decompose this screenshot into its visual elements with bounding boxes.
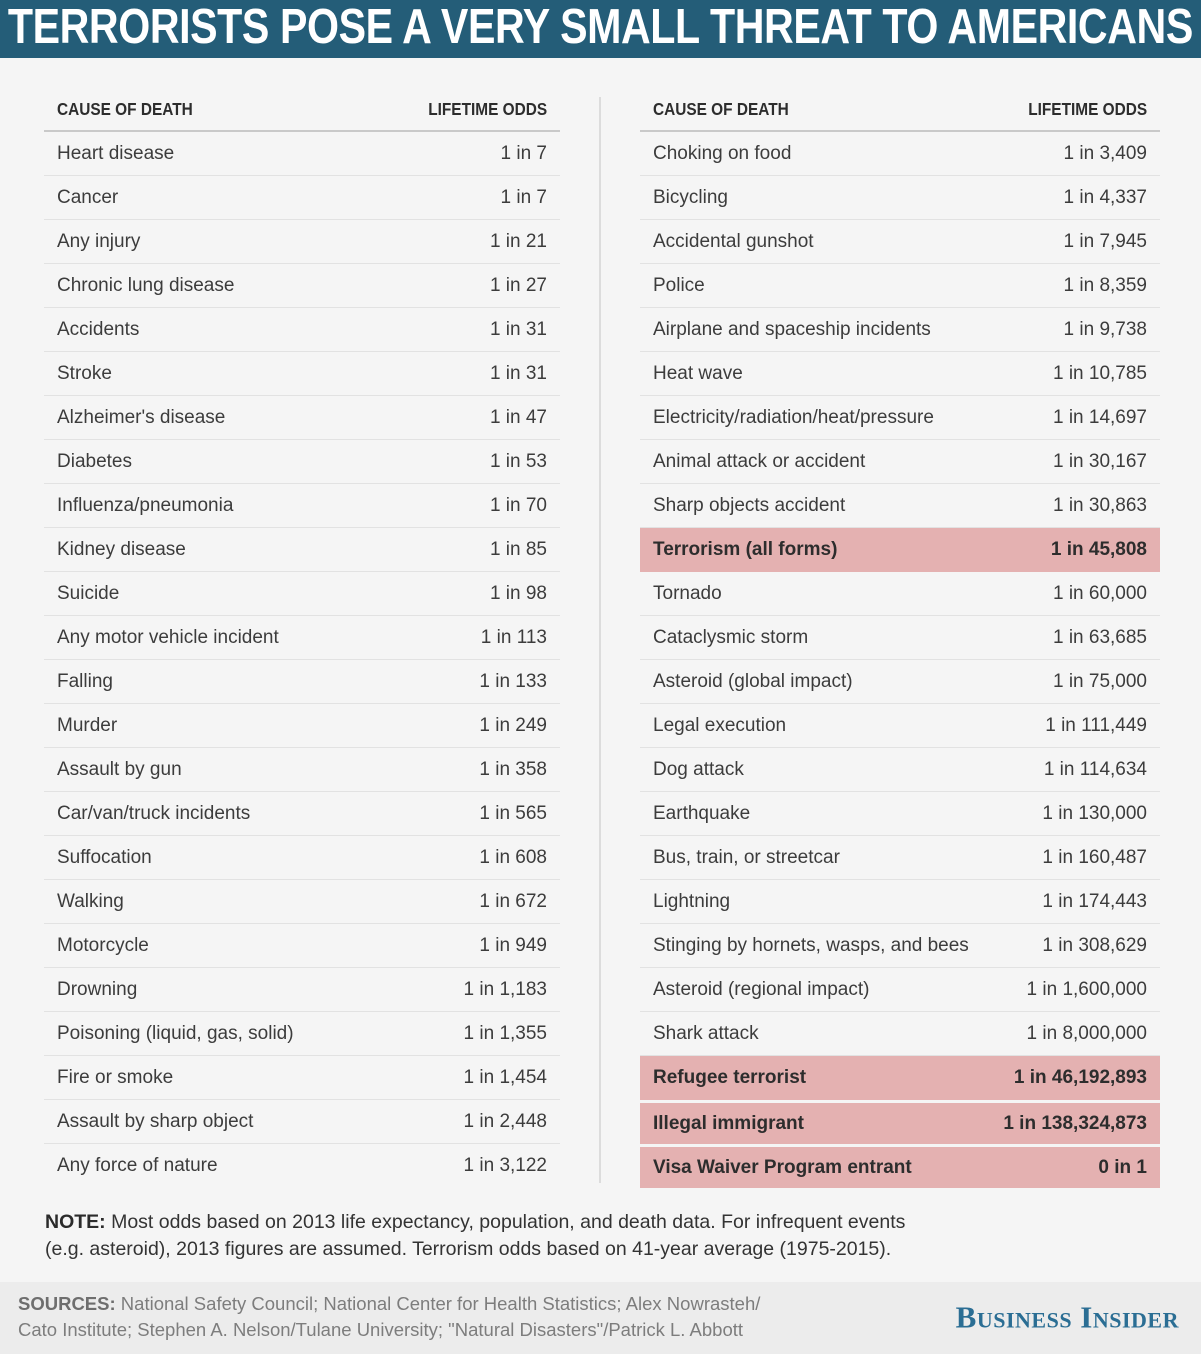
odds-cell: 1 in 608: [479, 846, 547, 868]
right-table-rows: [640, 132, 1160, 1188]
odds-cell: 1 in 565: [479, 802, 547, 824]
column-header-odds: LIFETIME ODDS: [428, 99, 547, 119]
odds-cell: 1 in 98: [489, 582, 547, 604]
table-row: [44, 396, 560, 440]
cause-cell: Cancer: [57, 186, 119, 208]
odds-cell: 1 in 308,629: [1042, 934, 1147, 956]
table-row: [44, 220, 560, 264]
table-row: [44, 176, 560, 220]
cause-cell: Alzheimer's disease: [57, 406, 226, 428]
cause-cell: Bicycling: [653, 186, 728, 208]
cause-cell: Stinging by hornets, wasps, and bees: [653, 934, 969, 956]
odds-cell: 1 in 3,122: [463, 1155, 547, 1176]
table-row: [44, 1144, 560, 1188]
table-row: [44, 660, 560, 704]
cause-cell: Police: [653, 274, 705, 296]
table-row: [44, 880, 560, 924]
table-row: [640, 132, 1160, 176]
odds-cell: 1 in 45,808: [1050, 539, 1147, 560]
table-row: [640, 220, 1160, 264]
cause-cell: Kidney disease: [57, 538, 186, 560]
left-table-rows: [44, 132, 560, 1188]
table-row: [44, 616, 560, 660]
cause-cell: Illegal immigrant: [653, 1112, 804, 1134]
table-row: [44, 968, 560, 1012]
cause-cell: Murder: [57, 714, 118, 736]
cause-cell: Accidental gunshot: [653, 230, 814, 252]
odds-cell: 1 in 358: [479, 758, 547, 780]
odds-cell: 1 in 3,409: [1063, 142, 1147, 164]
odds-cell: 1 in 85: [489, 538, 547, 560]
table-row: [640, 748, 1160, 792]
table-row: [640, 880, 1160, 924]
cause-cell: Asteroid (regional impact): [653, 978, 870, 1000]
table-row: [640, 968, 1160, 1012]
cause-cell: Influenza/pneumonia: [57, 494, 234, 516]
odds-cell: 1 in 672: [479, 890, 547, 912]
table-row-highlighted: [640, 1100, 1160, 1144]
table-row: [44, 572, 560, 616]
odds-cell: 1 in 1,454: [463, 1066, 547, 1088]
cause-cell: Sharp objects accident: [653, 494, 846, 516]
cause-cell: Suicide: [57, 582, 120, 604]
table-row: [640, 1012, 1160, 1056]
right-odds-table: [640, 97, 1160, 1188]
note: [45, 1209, 945, 1263]
table-row: [640, 704, 1160, 748]
odds-cell: 1 in 30,167: [1052, 450, 1147, 472]
table-divider: [599, 97, 601, 1183]
odds-cell: 1 in 8,000,000: [1026, 1022, 1147, 1044]
footer-bar: [0, 1282, 1201, 1354]
cause-cell: Walking: [57, 890, 124, 912]
odds-cell: 1 in 249: [479, 714, 547, 736]
cause-cell: Any motor vehicle incident: [57, 626, 279, 648]
sources: [18, 1291, 760, 1343]
table-row-highlighted: [640, 528, 1160, 572]
odds-cell: 1 in 1,183: [463, 978, 547, 1000]
odds-cell: 1 in 75,000: [1052, 670, 1147, 692]
odds-cell: 1 in 8,359: [1063, 274, 1147, 296]
odds-cell: 1 in 9,738: [1063, 318, 1147, 340]
cause-cell: Lightning: [653, 890, 731, 912]
cause-cell: Asteroid (global impact): [653, 670, 853, 692]
table-row: [640, 660, 1160, 704]
table-row: [44, 836, 560, 880]
odds-cell: 1 in 21: [489, 230, 547, 252]
cause-cell: Assault by gun: [57, 758, 182, 780]
table-row: [640, 792, 1160, 836]
column-header-cause: CAUSE OF DEATH: [57, 99, 193, 119]
table-row: [44, 484, 560, 528]
table-row: [640, 836, 1160, 880]
table-row: [44, 440, 560, 484]
brand-logo: Business Insider: [955, 1299, 1179, 1335]
odds-cell: 1 in 14,697: [1052, 406, 1147, 428]
odds-cell: 1 in 10,785: [1052, 362, 1147, 384]
cause-cell: Poisoning (liquid, gas, solid): [57, 1022, 294, 1044]
odds-cell: 1 in 27: [489, 274, 547, 296]
odds-cell: 1 in 130,000: [1042, 802, 1147, 824]
cause-cell: Motorcycle: [57, 934, 149, 956]
note-line-2: (e.g. asteroid), 2013 figures are assumed. Terrorism odds based on 41-year average (1975-2015).: [45, 1238, 892, 1260]
cause-cell: Earthquake: [653, 802, 751, 824]
cause-cell: Any force of nature: [57, 1155, 218, 1176]
odds-cell: 1 in 30,863: [1052, 494, 1147, 516]
note-line-1: [45, 1209, 945, 1236]
note-text-1: Most odds based on 2013 life expectancy, population, and death data. For infrequent events: [111, 1211, 906, 1233]
odds-cell: 1 in 138,324,873: [1003, 1112, 1147, 1134]
table-row: [44, 704, 560, 748]
sources-line-1: [18, 1291, 760, 1317]
sources-label: SOURCES:: [18, 1293, 116, 1314]
right-table-header: [640, 97, 1160, 132]
odds-cell: 1 in 60,000: [1052, 582, 1147, 604]
table-row: [640, 352, 1160, 396]
odds-cell: 1 in 7,945: [1063, 230, 1147, 252]
cause-cell: Heart disease: [57, 142, 175, 164]
sources-text-1: National Safety Council; National Center for Health Statistics; Alex Nowrasteh/: [120, 1293, 761, 1314]
cause-cell: Diabetes: [57, 450, 132, 472]
column-header-odds: LIFETIME ODDS: [1028, 99, 1147, 119]
table-row-highlighted: [640, 1056, 1160, 1100]
odds-cell: 1 in 63,685: [1052, 626, 1147, 648]
cause-cell: Animal attack or accident: [653, 450, 866, 472]
odds-cell: 1 in 174,443: [1042, 890, 1147, 912]
note-label: NOTE:: [45, 1211, 106, 1233]
odds-cell: 1 in 46,192,893: [1013, 1067, 1147, 1088]
table-row: [640, 484, 1160, 528]
table-row: [44, 792, 560, 836]
cause-cell: Refugee terrorist: [653, 1067, 807, 1088]
cause-cell: Chronic lung disease: [57, 274, 235, 296]
table-row: [640, 572, 1160, 616]
table-row: [640, 264, 1160, 308]
cause-cell: Heat wave: [653, 362, 743, 384]
odds-cell: 1 in 1,355: [463, 1022, 547, 1044]
table-row: [44, 308, 560, 352]
table-row: [640, 396, 1160, 440]
odds-cell: 0 in 1: [1098, 1156, 1147, 1178]
cause-cell: Legal execution: [653, 714, 787, 736]
odds-cell: 1 in 31: [489, 318, 547, 340]
left-table-header: [44, 97, 560, 132]
table-row: [44, 748, 560, 792]
cause-cell: Stroke: [57, 362, 112, 384]
cause-cell: Drowning: [57, 978, 138, 1000]
table-row: [44, 1012, 560, 1056]
odds-cell: 1 in 31: [489, 362, 547, 384]
cause-cell: Assault by sharp object: [57, 1110, 254, 1132]
cause-cell: Cataclysmic storm: [653, 626, 809, 648]
cause-cell: Terrorism (all forms): [653, 539, 838, 560]
table-row: [640, 308, 1160, 352]
odds-cell: 1 in 7: [500, 186, 547, 208]
odds-cell: 1 in 160,487: [1042, 846, 1147, 868]
table-row: [640, 176, 1160, 220]
cause-cell: Falling: [57, 670, 113, 692]
odds-cell: 1 in 47: [489, 406, 547, 428]
table-row: [44, 352, 560, 396]
odds-cell: 1 in 111,449: [1045, 714, 1147, 736]
odds-cell: 1 in 114,634: [1043, 758, 1147, 780]
page-title: TERRORISTS POSE A VERY SMALL THREAT TO AMERICANS: [7, 0, 1194, 54]
cause-cell: Suffocation: [57, 846, 152, 868]
cause-cell: Fire or smoke: [57, 1066, 174, 1088]
cause-cell: Bus, train, or streetcar: [653, 846, 840, 868]
cause-cell: Airplane and spaceship incidents: [653, 318, 931, 340]
cause-cell: Dog attack: [653, 758, 744, 780]
cause-cell: Choking on food: [653, 142, 792, 164]
cause-cell: Any injury: [57, 230, 141, 252]
table-row: [44, 132, 560, 176]
odds-cell: 1 in 1,600,000: [1026, 978, 1147, 1000]
odds-cell: 1 in 53: [489, 450, 547, 472]
cause-cell: Visa Waiver Program entrant: [653, 1156, 912, 1178]
table-row: [44, 1056, 560, 1100]
sources-line-2: Cato Institute; Stephen A. Nelson/Tulane University; "Natural Disasters"/Patrick L. Abbott: [18, 1319, 744, 1340]
table-row: [640, 924, 1160, 968]
cause-cell: Shark attack: [653, 1022, 759, 1044]
left-odds-table: [44, 97, 560, 1188]
odds-cell: 1 in 113: [480, 626, 547, 648]
table-row-highlighted: [640, 1144, 1160, 1188]
table-row: [640, 440, 1160, 484]
column-header-cause: CAUSE OF DEATH: [653, 99, 789, 119]
table-row: [44, 924, 560, 968]
title-banner: [0, 0, 1201, 58]
cause-cell: Tornado: [653, 582, 722, 604]
odds-cell: 1 in 7: [500, 142, 547, 164]
cause-cell: Car/van/truck incidents: [57, 802, 251, 824]
table-row: [44, 1100, 560, 1144]
odds-cell: 1 in 4,337: [1063, 186, 1147, 208]
odds-cell: 1 in 70: [489, 494, 547, 516]
table-row: [44, 264, 560, 308]
table-row: [640, 616, 1160, 660]
odds-cell: 1 in 949: [479, 934, 547, 956]
odds-cell: 1 in 133: [479, 670, 547, 692]
cause-cell: Electricity/radiation/heat/pressure: [653, 406, 934, 428]
cause-cell: Accidents: [57, 318, 140, 340]
table-row: [44, 528, 560, 572]
odds-cell: 1 in 2,448: [463, 1110, 547, 1132]
